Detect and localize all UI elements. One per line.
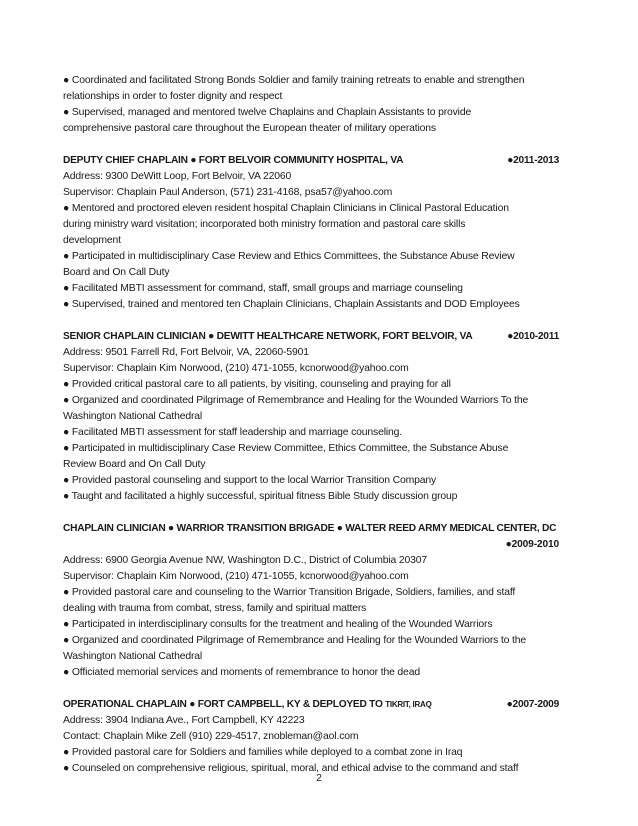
job-heading bbox=[63, 153, 565, 169]
job-heading bbox=[63, 697, 565, 713]
job-line: ● Facilitated MBTI assessment for staff leadership and marriage counseling. bbox=[63, 427, 403, 438]
intro-bullet-2-line-1: ● Supervised, managed and mentored twelve Chaplains and Chaplain Assistants to provide bbox=[63, 107, 472, 118]
job-line: ● Provided pastoral care and counseling to the Warrior Transition Brigade, Soldiers, families, and staff bbox=[63, 587, 516, 598]
job-line: ● Mentored and proctored eleven resident hospital Chaplain Clinicians in Clinical Pastoral Education bbox=[63, 203, 509, 214]
job-line: Washington National Cathedral bbox=[63, 411, 203, 422]
job-line: Contact: Chaplain Mike Zell (910) 229-4517, znobleman@aol.com bbox=[63, 731, 359, 742]
job-line: Address: 6900 Georgia Avenue NW, Washington D.C., District of Columbia 20307 bbox=[63, 555, 428, 566]
job-title: SENIOR CHAPLAIN CLINICIAN ● DEWITT HEALTHCARE NETWORK, FORT BELVOIR, VA bbox=[63, 331, 473, 342]
job-line: dealing with trauma from combat, stress, family and spiritual matters bbox=[63, 603, 367, 614]
job-dates: ●2011-2013 bbox=[507, 155, 559, 166]
page-number: 2 bbox=[316, 773, 322, 784]
intro-bullet-1-line-2: relationships in order to foster dignity and respect bbox=[63, 91, 283, 102]
job-dates: ●2007-2009 bbox=[506, 699, 559, 710]
job-line: ● Participated in multidisciplinary Case Review Committee, Ethics Committee, the Substance Abuse bbox=[63, 443, 509, 454]
job-line: ● Organized and coordinated Pilgrimage of Remembrance and Healing for the Wounded Warriors to the bbox=[63, 635, 527, 646]
intro-bullet-2-line-2: comprehensive pastoral care throughout the European theater of military operations bbox=[63, 123, 436, 134]
job-line: ● Taught and facilitated a highly successful, spiritual fitness Bible Study discussion group bbox=[63, 491, 458, 502]
intro-bullets bbox=[63, 73, 565, 137]
job-line: Address: 9300 DeWitt Loop, Fort Belvoir, VA 22060 bbox=[63, 171, 292, 182]
job-section-chaplain-clinician bbox=[63, 521, 565, 681]
job-line: ● Organized and coordinated Pilgrimage of Remembrance and Healing for the Wounded Warriors To the bbox=[63, 395, 529, 406]
intro-bullet-1-line-1: ● Coordinated and facilitated Strong Bonds Soldier and family training retreats to enable and strengthen bbox=[63, 75, 525, 86]
job-heading bbox=[63, 329, 565, 345]
job-line: ● Facilitated MBTI assessment for command, staff, small groups and marriage counseling bbox=[63, 283, 463, 294]
job-line: Supervisor: Chaplain Paul Anderson, (571) 231-4168, psa57@yahoo.com bbox=[63, 187, 393, 198]
job-line: ● Provided critical pastoral care to all patients, by visiting, counseling and praying for all bbox=[63, 379, 451, 390]
job-line: Address: 9501 Farrell Rd, Fort Belvoir, VA, 22060-5901 bbox=[63, 347, 309, 358]
job-line: ● Provided pastoral counseling and support to the local Warrior Transition Company bbox=[63, 475, 437, 486]
job-title: CHAPLAIN CLINICIAN ● WARRIOR TRANSITION BRIGADE ● WALTER REED ARMY MEDICAL CENTER, DC bbox=[63, 523, 557, 534]
job-section-deputy-chief-chaplain bbox=[63, 153, 565, 313]
job-line: ● Officiated memorial services and moments of remembrance to honor the dead bbox=[63, 667, 420, 678]
job-line: Review Board and On Call Duty bbox=[63, 459, 206, 470]
job-line: ● Provided pastoral care for Soldiers and families while deployed to a combat zone in Iraq bbox=[63, 747, 463, 758]
job-line: Address: 3904 Indiana Ave., Fort Campbell, KY 42223 bbox=[63, 715, 305, 726]
job-line: ● Counseled on comprehensive religious, spiritual, moral, and ethical advise to the command and staff bbox=[63, 763, 519, 774]
job-title: DEPUTY CHIEF CHAPLAIN ● FORT BELVOIR COMMUNITY HOSPITAL, VA bbox=[63, 155, 404, 166]
job-section-operational-chaplain bbox=[63, 697, 565, 777]
job-title: OPERATIONAL CHAPLAIN ● FORT CAMPBELL, KY & DEPLOYED TO bbox=[63, 699, 383, 710]
job-title-location: TIKRIT, IRAQ bbox=[385, 700, 432, 709]
job-heading bbox=[63, 521, 565, 537]
job-line: Washington National Cathedral bbox=[63, 651, 203, 662]
job-section-senior-chaplain-clinician bbox=[63, 329, 565, 505]
job-line: ● Participated in interdisciplinary consults for the treatment and healing of the Wounded Warriors bbox=[63, 619, 493, 630]
job-line: Supervisor: Chaplain Kim Norwood, (210) 471-1055, kcnorwood@yahoo.com bbox=[63, 571, 409, 582]
job-line: ● Supervised, trained and mentored ten Chaplain Clinicians, Chaplain Assistants and DOD Employees bbox=[63, 299, 520, 310]
job-line: during ministry ward visitation; incorporated both ministry formation and pastoral care skills bbox=[63, 219, 466, 230]
job-line: ● Participated in multidisciplinary Case Review and Ethics Committees, the Substance Abuse Review bbox=[63, 251, 515, 262]
job-dates: ●2010-2011 bbox=[507, 331, 559, 342]
job-dates: ●2009-2010 bbox=[505, 539, 559, 550]
page-content bbox=[63, 73, 565, 777]
job-line: development bbox=[63, 235, 121, 246]
job-line: Supervisor: Chaplain Kim Norwood, (210) 471-1055, kcnorwood@yahoo.com bbox=[63, 363, 409, 374]
job-line: Board and On Call Duty bbox=[63, 267, 170, 278]
